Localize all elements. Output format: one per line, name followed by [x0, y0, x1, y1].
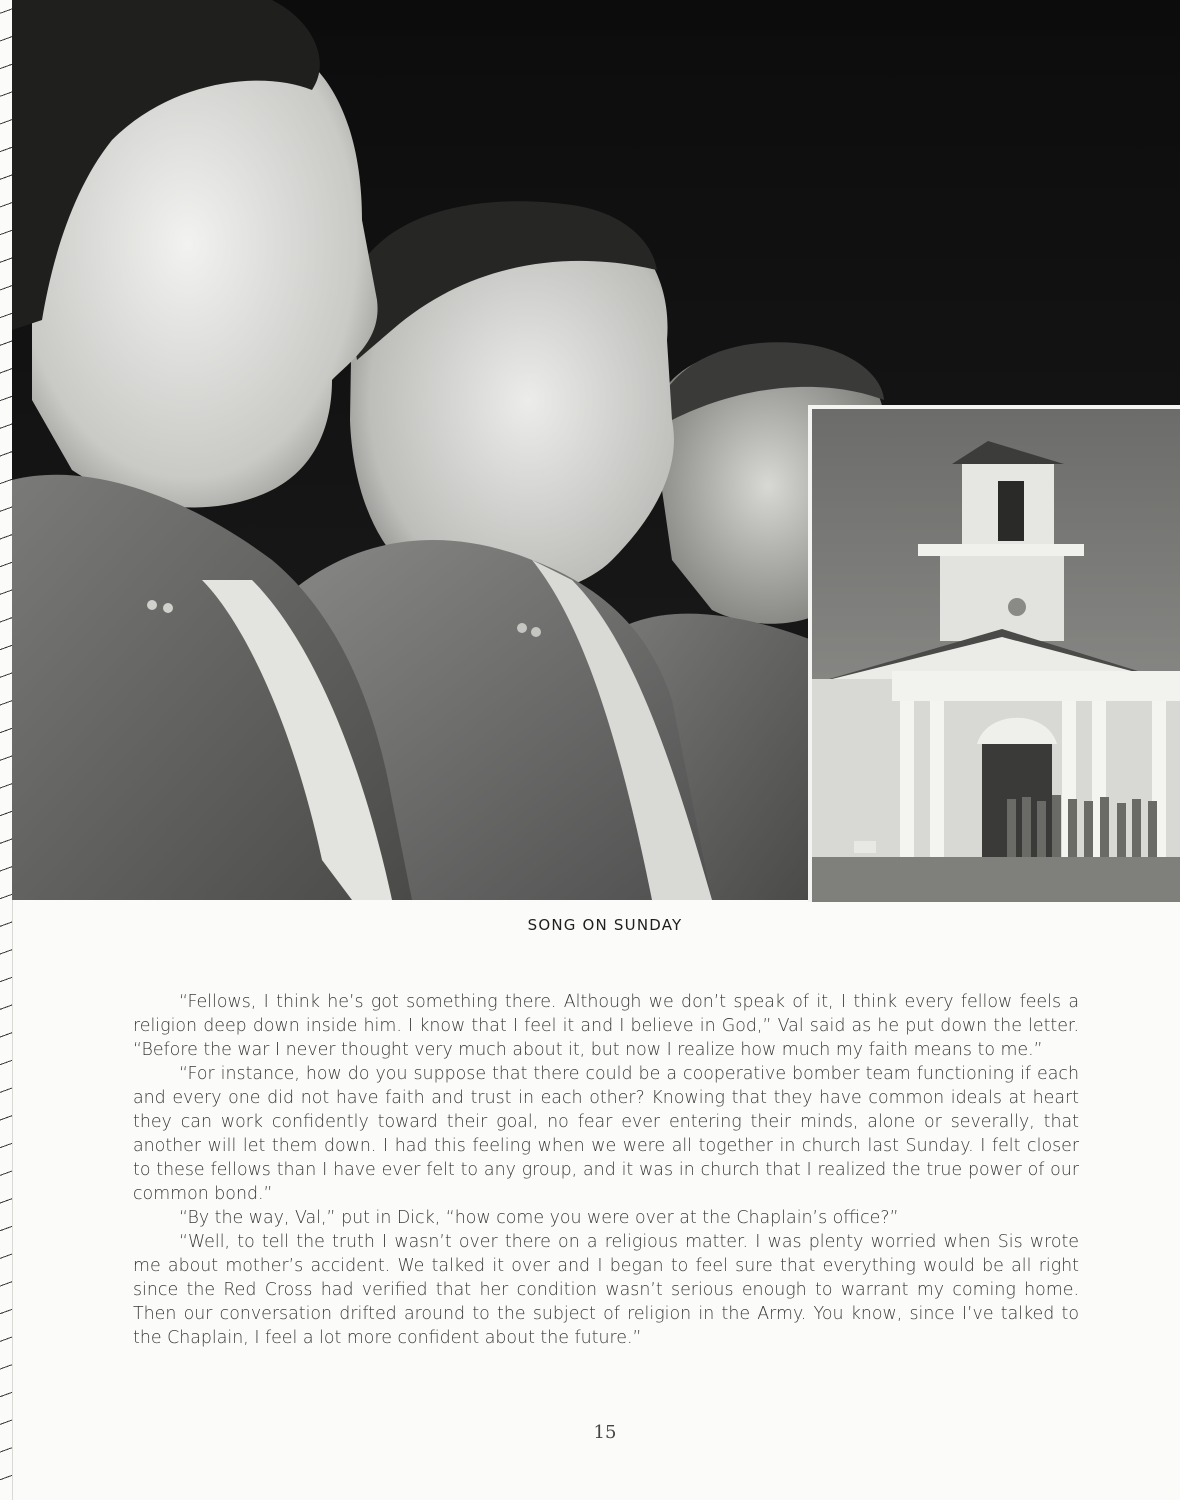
story-text [133, 990, 1079, 1350]
story-paragraph-3: “By the way, Val,” put in Dick, “how come you were over at the Chaplain’s office?” [179, 1208, 899, 1228]
story-paragraph-4: “Well, to tell the truth I wasn’t over there on a religious matter. I was plenty worried when Sis wrote me about mother’s accident. We talked it over and I began to feel sure that everything would be all right since the Red Cross had verified that her condition wasn’t serious enough to warrant my coming home. Then our conversation drifted around to the subject of religion in the Army. You know, since I’ve talked to the Chaplain, I feel a lot more confident about the future.” [133, 1232, 1079, 1348]
chapel-illustration [812, 409, 1180, 902]
photo-caption: SONG ON SUNDAY [527, 916, 683, 934]
page-number: 15 [593, 1422, 617, 1443]
story-paragraph-2: “For instance, how do you suppose that there could be a cooperative bomber team functioning if each and every one did not have faith and trust in each other? Knowing that they have common ideals at heart they can work confidently toward their goal, no fear ever entering their minds, alone or severally, that another will let them down. I had this feeling when we were all together in church last Sunday. I felt closer to these fellows than I have ever felt to any group, and it was in church that I realized the true power of our common bond.” [133, 1064, 1079, 1204]
chapel-photo [808, 405, 1180, 902]
story-paragraph-1: “Fellows, I think he’s got something there. Although we don’t speak of it, I think every fellow feels a religion deep down inside him. I know that I feel it and I believe in God,” Val said as he put down the letter. “Before the war I never thought very much about it, but now I realize how much my faith means to me.” [133, 992, 1079, 1060]
